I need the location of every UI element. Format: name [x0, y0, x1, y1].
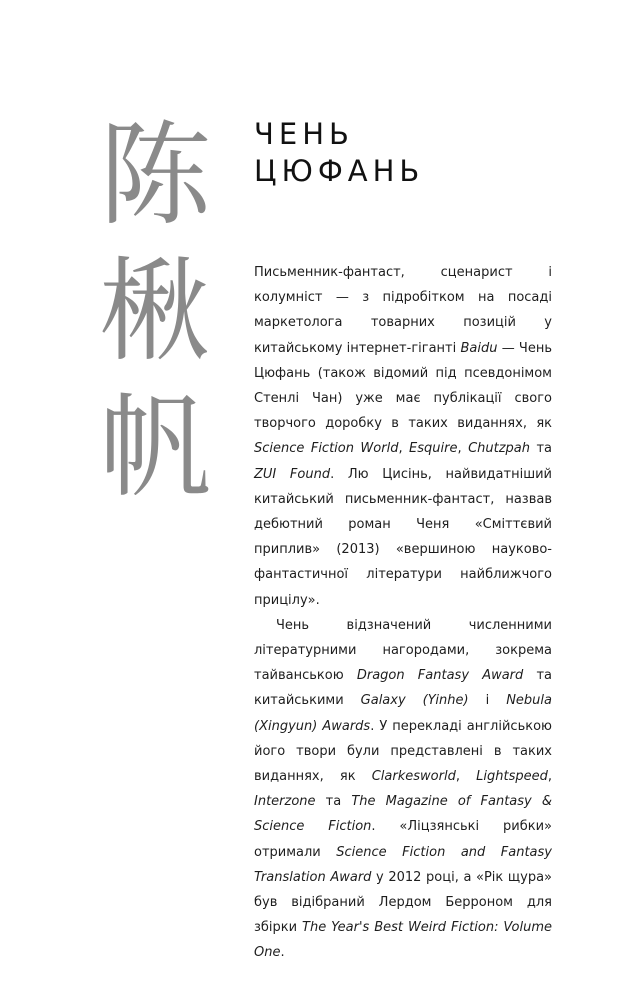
text-run: Письменник-фантаст, сценарист і колумніст — з підробітком на посаді маркетолога товарних позицій у китайському інтернет-гіганті	[254, 265, 552, 356]
italic-title: ZUI Found	[254, 466, 331, 482]
italic-title: Science Fiction World	[254, 441, 399, 457]
text-run: — Чень Цюфань (також відомий під псевдонімом Стенлі Чан) уже має публікації свого творчого доробку в таких виданнях, як	[254, 340, 552, 432]
bio-paragraph	[254, 613, 552, 966]
text-run: .	[280, 945, 285, 961]
italic-title: The Year's Best Weird Fiction: Volume One	[254, 920, 552, 961]
chinese-character: 楸	[99, 247, 211, 377]
text-run: ,	[457, 441, 469, 457]
author-name-line: ЧЕНЬ	[254, 117, 354, 151]
chinese-character: 陈	[99, 111, 211, 241]
author-biography	[254, 260, 552, 966]
text-run: та	[315, 794, 352, 810]
text-run: Чень відзначений численними літературними нагородами, зокрема тайванською	[254, 617, 552, 684]
italic-title: Interzone	[254, 794, 316, 810]
text-run: та китайськими	[254, 668, 552, 709]
italic-title: Nebula (Xingyun) Awards	[254, 693, 552, 734]
author-chinese-name	[90, 108, 220, 516]
text-run: ,	[547, 769, 552, 785]
italic-title: Baidu	[460, 340, 498, 356]
italic-title: Science Fiction and Fantasy Translation Award	[254, 844, 552, 885]
text-run: . «Ліцзянські рибки» отримали	[254, 819, 552, 860]
italic-title: Clarkesworld	[371, 769, 456, 785]
text-run: ,	[455, 769, 477, 785]
italic-title: The Magazine of Fantasy & Science Fiction	[254, 794, 552, 835]
author-name-heading	[254, 116, 424, 190]
text-run: . Лю Цисінь, найвидатніший китайський письменник-фантаст, назвав дебютний роман Ченя «Сміттєвий приплив» (2013) «вершиною науково-фантастичної літератури найближчого прицілу».	[254, 466, 552, 608]
text-run: і	[468, 693, 507, 709]
bio-paragraph	[254, 260, 552, 613]
author-name-line: ЦЮФАНЬ	[254, 154, 425, 188]
italic-title: Dragon Fantasy Award	[356, 668, 524, 684]
italic-title: Galaxy (Yinhe)	[360, 693, 469, 709]
text-run: та	[530, 441, 553, 457]
italic-title: Lightspeed	[476, 769, 548, 785]
text-run: ,	[398, 441, 410, 457]
italic-title: Esquire	[409, 441, 458, 457]
chinese-character: 帆	[99, 383, 211, 513]
italic-title: Chutzpah	[468, 441, 531, 457]
text-run: . У перекладі англійською його твори були представлені в таких виданнях, як	[254, 718, 552, 785]
text-run: у 2012 році, а «Рік щура» був відібраний Лердом Берроном для збірки	[254, 869, 552, 936]
